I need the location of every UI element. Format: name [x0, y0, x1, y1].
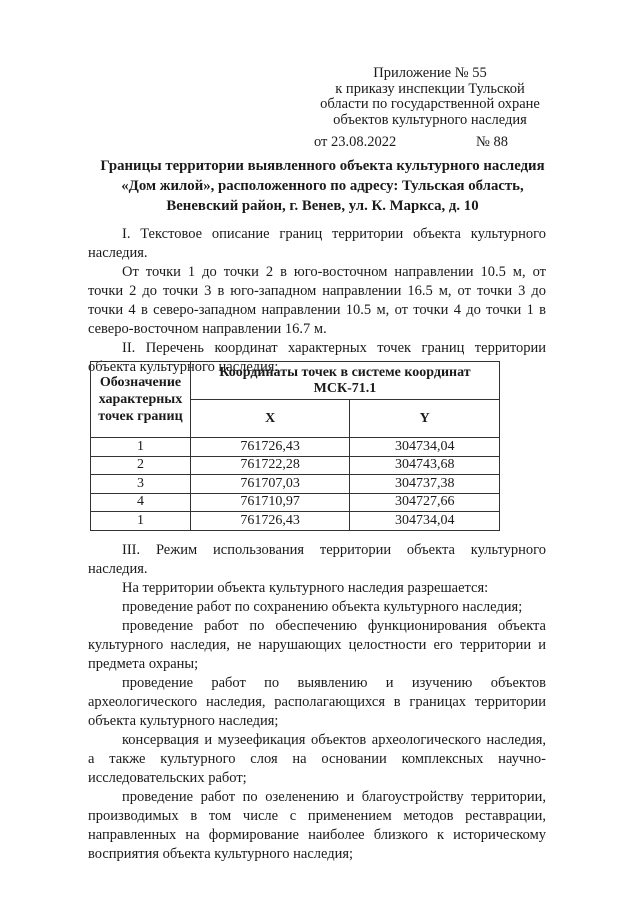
point-cell: 2	[91, 456, 191, 475]
appendix-number: Приложение № 55	[373, 65, 487, 81]
x-cell: 761726,43	[190, 438, 350, 457]
section-1-heading: I. Текстовое описание границ территории объекта культурного наследия.	[88, 226, 546, 261]
x-cell: 761726,43	[190, 512, 350, 531]
table-row	[91, 475, 500, 494]
allowed-intro: На территории объекта культурного наследия разрешается:	[122, 580, 489, 596]
y-cell: 304727,66	[350, 493, 500, 512]
section-1-description: От точки 1 до точки 2 в юго-восточном направлении 10.5 м, от точки 2 до точки 3 в юго-западном направлении 16.5 м, от точки 3 до точки 4 в северо-западном направлении 10.5 м, от точки 4 до точки 1 в северо-восточном направлении 16.7 м.	[88, 264, 546, 337]
appendix-authority: области по государственной охране	[320, 96, 540, 112]
table-row	[91, 512, 500, 531]
section-1	[88, 225, 546, 377]
title-line-2: «Дом жилой», расположенного по адресу: Тульская область,	[121, 178, 524, 194]
coordinates-table	[90, 361, 500, 531]
title-line-1: Границы территории выявленного объекта культурного наследия	[100, 158, 545, 174]
allowed-item: проведение работ по выявлению и изучению объектов археологического наследия, располагающихся в границах территории объекта культурного наследия;	[88, 675, 546, 729]
table-row	[91, 438, 500, 457]
order-date: от 23.08.2022	[314, 134, 397, 150]
x-cell: 761707,03	[190, 475, 350, 494]
x-cell: 761710,97	[190, 493, 350, 512]
section-3-heading: III. Режим использования территории объекта культурного наследия.	[88, 542, 546, 577]
appendix-authority-cont: объектов культурного наследия	[333, 111, 527, 128]
appendix-header	[290, 66, 570, 153]
table-row	[91, 456, 500, 475]
section-2-heading: II. Перечень координат характерных точек границ территории объекта культурного наследия:	[88, 340, 546, 375]
y-cell: 304737,38	[350, 475, 500, 494]
y-cell: 304743,68	[350, 456, 500, 475]
allowed-item: консервация и музеефикация объектов археологического наследия, а также культурного слоя на основании комплексных научно-исследовательских работ;	[88, 732, 546, 786]
coord-system-header: Координаты точек в системе координат МСК-71.1	[190, 362, 499, 400]
point-cell: 1	[91, 512, 191, 531]
y-header: Y	[350, 400, 500, 438]
document-title	[70, 156, 575, 216]
order-number: № 88	[476, 134, 508, 150]
table-header-row	[91, 362, 500, 400]
title-line-3: Веневский район, г. Венев, ул. К. Маркса, д. 10	[166, 198, 479, 214]
table-row	[91, 493, 500, 512]
point-label-header: Обозначение характерных точек границ	[91, 362, 191, 438]
allowed-item: проведение работ по обеспечению функционирования объекта культурного наследия, не нарушающих целостности его территории и предмета охраны;	[88, 618, 546, 672]
point-cell: 3	[91, 475, 191, 494]
y-cell: 304734,04	[350, 438, 500, 457]
point-cell: 1	[91, 438, 191, 457]
point-cell: 4	[91, 493, 191, 512]
allowed-item: проведение работ по озеленению и благоустройству территории, производимых в том числе с применением методов реставрации, направленных на формирование наиболее близкого к историческому восприятия объекта культурного наследия;	[88, 789, 546, 862]
allowed-item: проведение работ по сохранению объекта культурного наследия;	[122, 599, 523, 615]
y-cell: 304734,04	[350, 512, 500, 531]
section-3	[88, 541, 546, 864]
x-cell: 761722,28	[190, 456, 350, 475]
appendix-dateline	[290, 135, 570, 153]
x-header: X	[190, 400, 350, 438]
appendix-order-ref: к приказу инспекции Тульской	[335, 80, 525, 97]
